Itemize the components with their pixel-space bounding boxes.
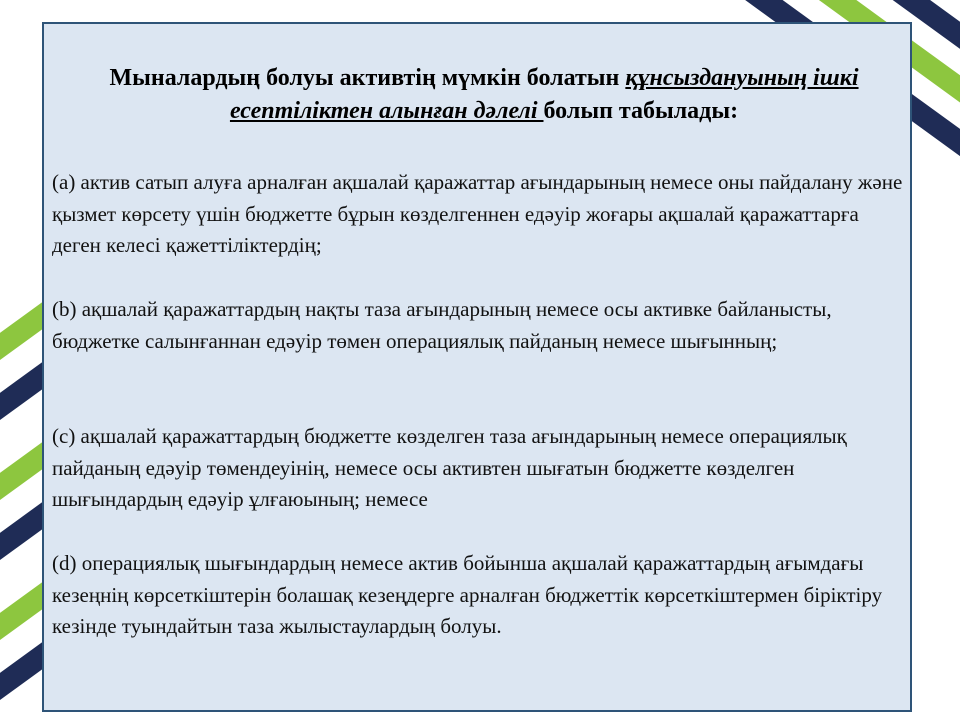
title-lead: Мыналардың болуы активтің мүмкін болатын [109,65,626,91]
paragraph-b: (b) ақшалай қаражаттардың нақты таза ағындарының немесе осы активке байланысты, бюджетке салынғаннан едәуір төмен операциялық пайданың немесе шығынның; [52,297,832,353]
title-underlined: құнсыздануының ішкі есептіліктен алынған дәлелі [229,65,859,124]
paragraph-a: (a) актив сатып алуға арналған ақшалай қаражаттар ағындарының немесе оны пайдалану және қызмет көрсету үшін бюджетте бұрын көзделгеннен едәуір жоғары ақшалай қаражаттарға деген келесі қажеттіліктердің; [52,170,903,257]
slide-title [84,62,884,128]
paragraph-c: (c) ақшалай қаражаттардың бюджетте көзделген таза ағындарының немесе операциялық пайданың едәуір төмендеуінің, немесе осы активтен шығатын бюджетте көзделген шығындардың едәуір ұлғаюының; немесе [52,424,847,511]
content-panel [42,22,912,712]
title-tail: болып табылады: [543,98,739,124]
paragraph-d: (d) операциялық шығындардың немесе актив бойынша ақшалай қаражаттардың ағымдағы кезеңнің көрсеткіштерін болашақ кезеңдерге арналған бюджеттік көрсеткіштермен біріктіру кезінде туындайтын таза жылыстаулардың болуы. [52,551,883,638]
